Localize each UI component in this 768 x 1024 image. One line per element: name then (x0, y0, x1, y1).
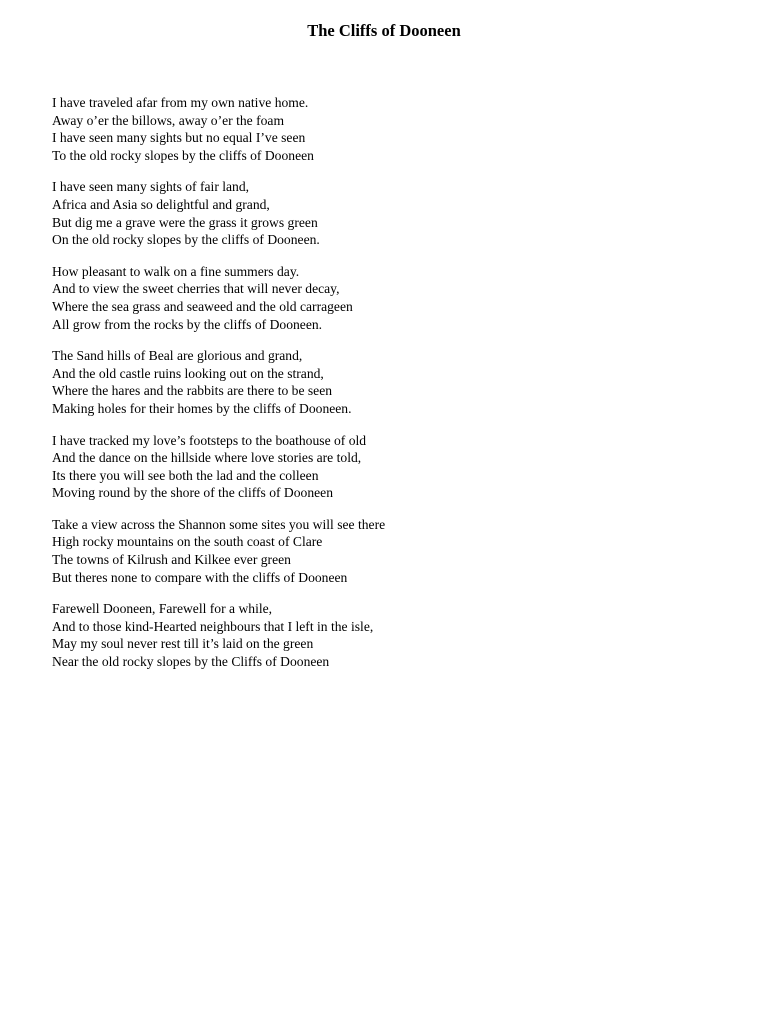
stanza-6 (52, 516, 732, 586)
poem-line: The towns of Kilrush and Kilkee ever green (52, 552, 291, 568)
poem-line: And to those kind-Hearted neighbours that I left in the isle, (52, 618, 374, 634)
stanza-3 (52, 263, 732, 333)
poem-line: All grow from the rocks by the cliffs of Dooneen. (52, 316, 323, 332)
poem-line: Where the hares and the rabbits are there to be seen (52, 383, 333, 399)
poem-line: Its there you will see both the lad and the colleen (52, 467, 319, 483)
poem-line: To the old rocky slopes by the cliffs of Dooneen (52, 147, 314, 163)
poem-line: I have tracked my love’s footsteps to the boathouse of old (52, 432, 367, 448)
poem-line: But theres none to compare with the cliffs of Dooneen (52, 569, 348, 585)
stanza-1 (52, 94, 732, 164)
poem-line: But dig me a grave were the grass it grows green (52, 214, 318, 230)
stanza-5 (52, 432, 732, 502)
poem-line: And to view the sweet cherries that will never decay, (52, 281, 340, 297)
page-title: The Cliffs of Dooneen (307, 21, 461, 40)
poem-line: Where the sea grass and seaweed and the old carrageen (52, 298, 353, 314)
poem-line: Away o’er the billows, away o’er the foam (52, 112, 285, 128)
poem-line: Farewell Dooneen, Farewell for a while, (52, 601, 273, 617)
poem-line: Making holes for their homes by the cliffs of Dooneen. (52, 400, 352, 416)
stanza-2 (52, 178, 732, 248)
poem-line: I have seen many sights of fair land, (52, 179, 250, 195)
poem-line: The Sand hills of Beal are glorious and grand, (52, 348, 303, 364)
stanza-7 (52, 600, 732, 670)
poem-line: Africa and Asia so delightful and grand, (52, 196, 270, 212)
poem-line: I have traveled afar from my own native home. (52, 95, 309, 110)
poem-line: On the old rocky slopes by the cliffs of Dooneen. (52, 232, 320, 248)
poem-line: I have seen many sights but no equal I’ve seen (52, 130, 306, 146)
stanza-4 (52, 347, 732, 417)
poem-line: Moving round by the shore of the cliffs of Dooneen (52, 485, 334, 501)
poem-line: Take a view across the Shannon some sites you will see there (52, 516, 386, 532)
poem-line: And the old castle ruins looking out on the strand, (52, 365, 324, 381)
poem-line: How pleasant to walk on a fine summers day. (52, 263, 300, 279)
poem-line: High rocky mountains on the south coast of Clare (52, 534, 323, 550)
poem-line: Near the old rocky slopes by the Cliffs of Dooneen (52, 654, 330, 670)
poem-line: And the dance on the hillside where love stories are told, (52, 450, 362, 466)
poem-line: May my soul never rest till it’s laid on the green (52, 636, 314, 652)
poem-body (52, 94, 732, 685)
